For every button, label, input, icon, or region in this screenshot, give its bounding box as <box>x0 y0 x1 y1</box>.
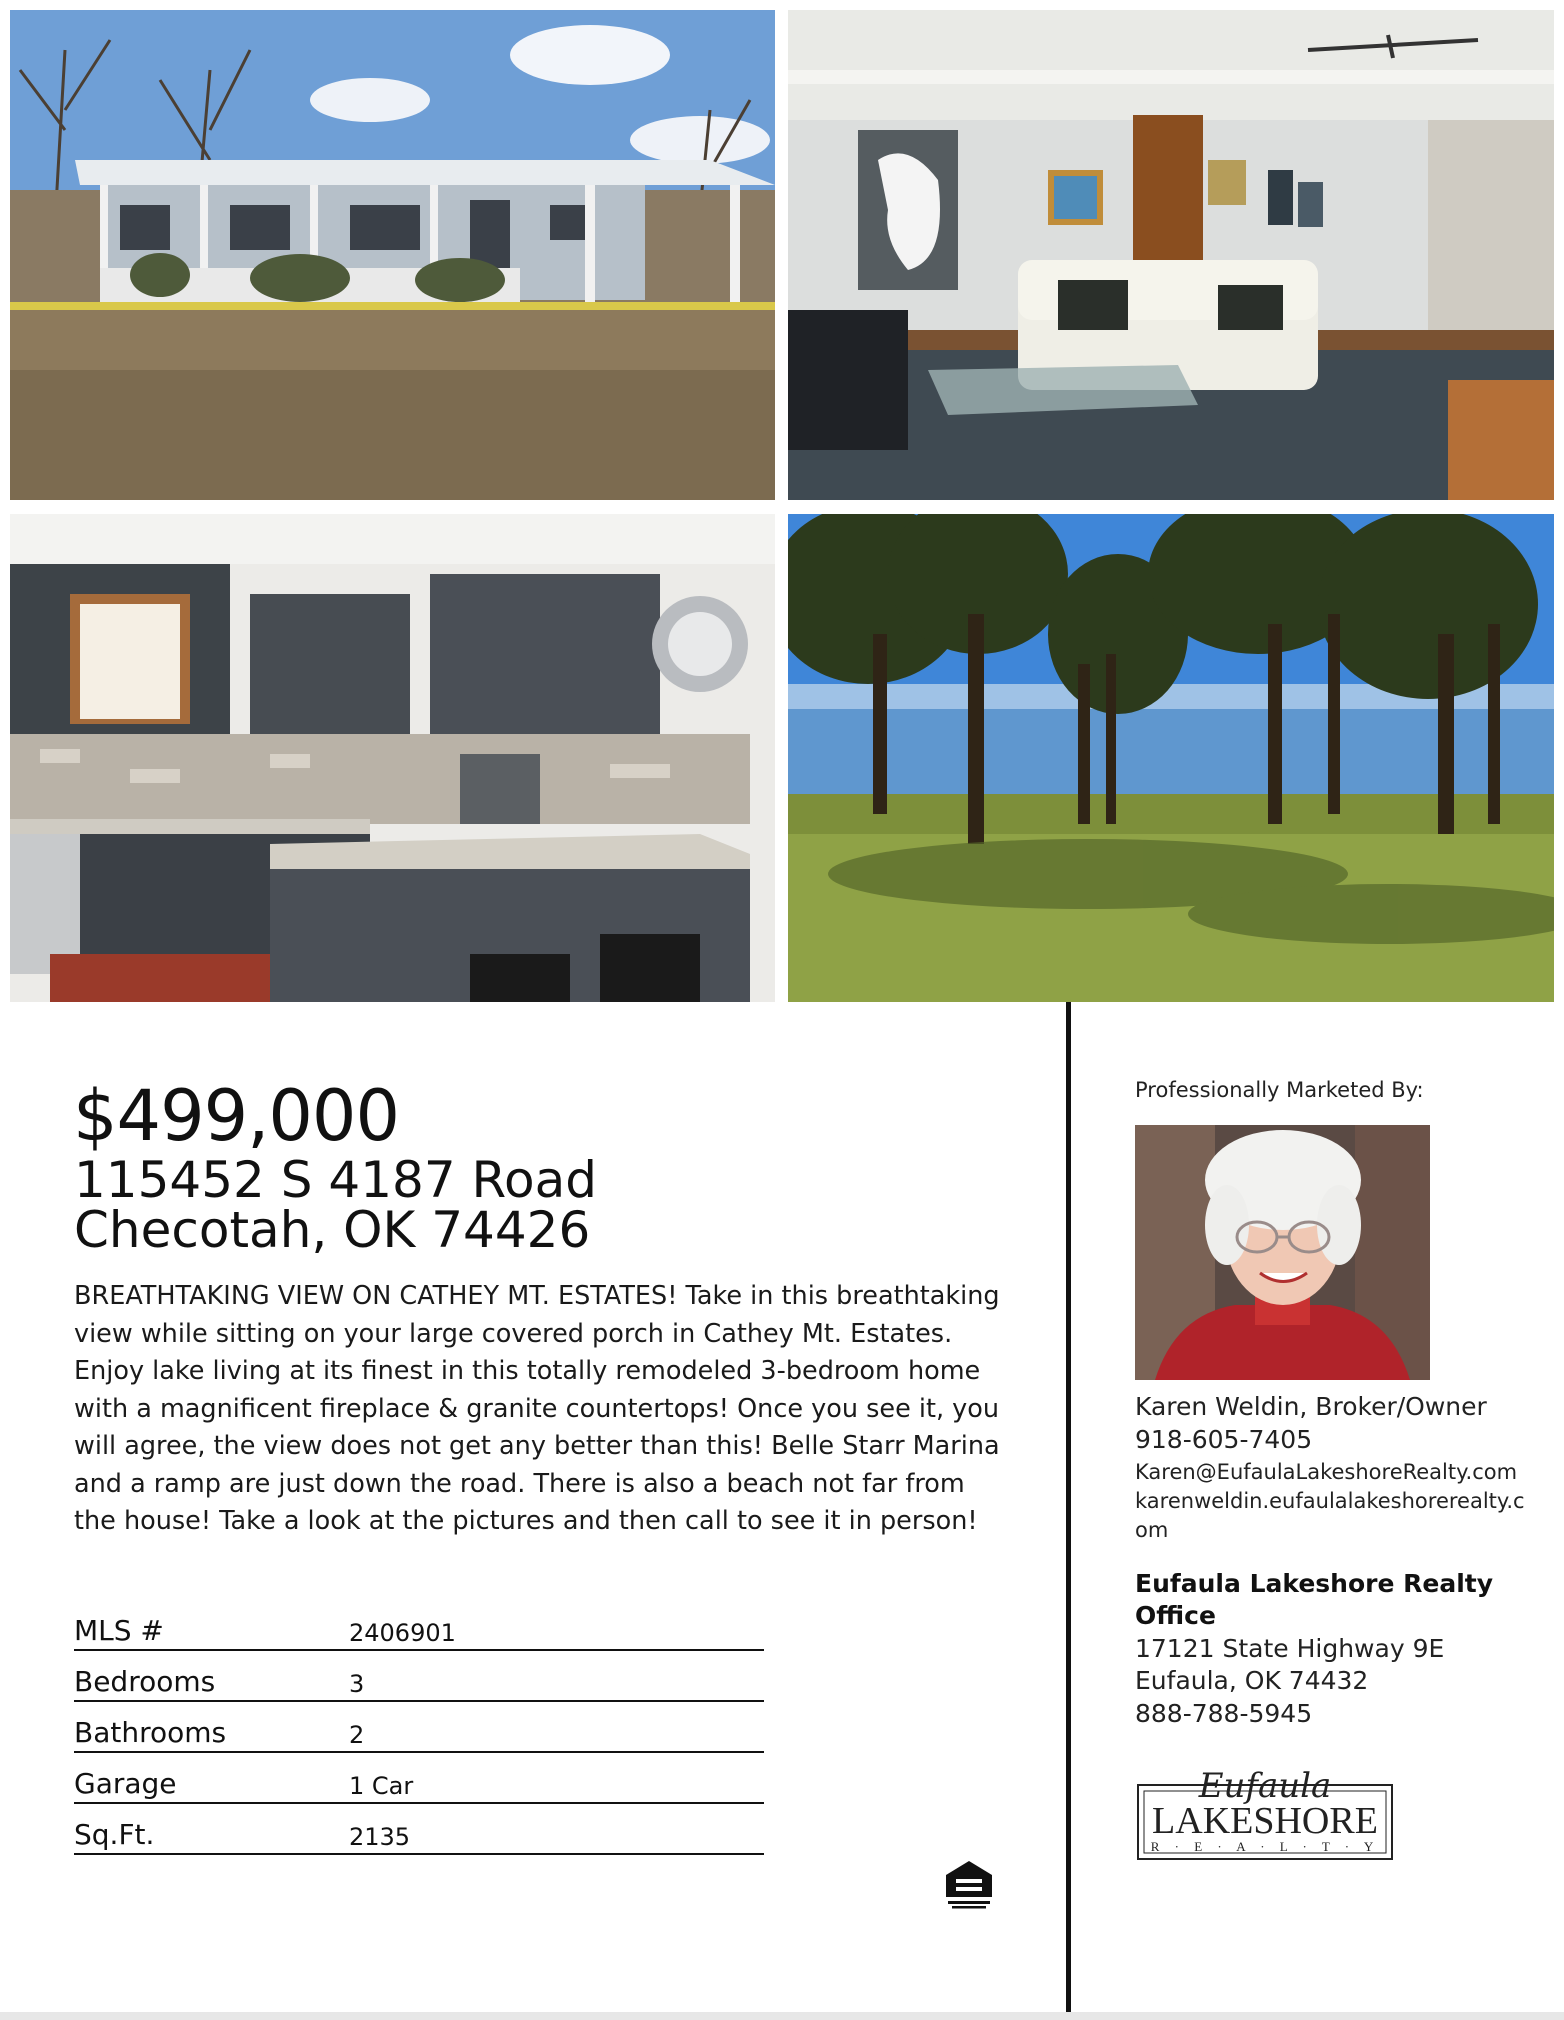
fact-row-mls <box>74 1600 764 1651</box>
equal-housing-opportunity-icon <box>944 1859 994 1911</box>
agent-email-link[interactable]: Karen@EufaulaLakeshoreRealty.com <box>1135 1460 1518 1484</box>
fact-value: 2135 <box>349 1823 411 1851</box>
address-line-1: 115452 S 4187 Road <box>74 1151 597 1209</box>
address-line-2: Checotah, OK 74426 <box>74 1201 591 1259</box>
office-address-line-1: 17121 State Highway 9E <box>1135 1634 1445 1663</box>
fact-row-bedrooms <box>74 1651 764 1702</box>
fact-label: Bathrooms <box>74 1716 227 1749</box>
agent-photo <box>1135 1125 1430 1380</box>
listing-price: $499,000 <box>73 1075 400 1157</box>
house-exterior-photo <box>10 10 775 500</box>
fact-value: 2 <box>349 1721 365 1749</box>
logo-main-text: LAKESHORE <box>1152 1800 1378 1842</box>
fact-row-bathrooms <box>74 1702 764 1753</box>
fact-row-garage <box>74 1753 764 1804</box>
agent-name: Karen Weldin, Broker/Owner <box>1135 1392 1487 1421</box>
lake-view-photo <box>788 514 1554 1002</box>
page-bottom-bar <box>0 2012 1564 2020</box>
agent-website-link[interactable]: karenweldin.eufaulalakeshorerealty.com <box>1135 1489 1525 1542</box>
fact-value: 3 <box>349 1670 365 1698</box>
kitchen-photo <box>10 514 775 1002</box>
office-address-line-2: Eufaula, OK 74432 <box>1135 1666 1369 1695</box>
fact-label: Sq.Ft. <box>74 1818 155 1851</box>
property-facts-table <box>74 1600 764 1855</box>
fact-label: Bedrooms <box>74 1665 216 1698</box>
eufaula-lakeshore-realty-logo <box>1135 1755 1395 1865</box>
fact-label: Garage <box>74 1767 177 1800</box>
fact-label: MLS # <box>74 1614 164 1647</box>
fact-row-sqft <box>74 1804 764 1855</box>
marketed-by-label: Professionally Marketed By: <box>1135 1078 1424 1102</box>
fact-value: 2406901 <box>349 1619 456 1647</box>
office-name: Eufaula Lakeshore Realty Office <box>1135 1569 1494 1630</box>
listing-description: BREATHTAKING VIEW ON CATHEY MT. ESTATES! Take in this breathtaking view while sitting on your large covered porch in Cathey Mt. Estates. Enjoy lake living at its finest in this totally remodeled 3-bedroom home with a magnificent fireplace & granite countertops! Once you see it, you will agree, the view does not get any better than this! Belle Starr Marina and a ramp are just down the road. There is also a beach not far from the house! Take a look at the pictures and then call to see it in person! <box>74 1281 1000 1536</box>
logo-script-text: Eufaula <box>1198 1766 1332 1806</box>
agent-phone[interactable]: 918-605-7405 <box>1135 1425 1313 1454</box>
logo-sub-text: R · E · A · L · T · Y <box>1150 1839 1380 1854</box>
fact-value: 1 Car <box>349 1772 414 1800</box>
living-room-photo <box>788 10 1554 500</box>
column-divider <box>1066 1002 1071 2012</box>
office-phone[interactable]: 888-788-5945 <box>1135 1699 1313 1728</box>
